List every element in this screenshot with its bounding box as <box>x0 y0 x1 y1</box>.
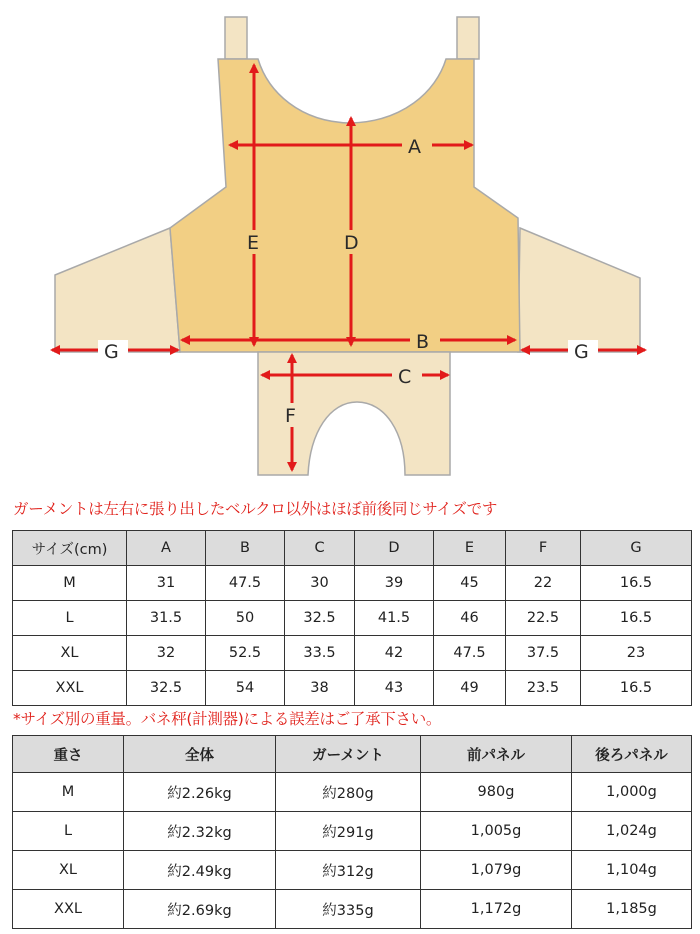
table-row <box>13 566 692 601</box>
table-row <box>13 890 692 929</box>
weight-cell: 約312g <box>276 851 421 890</box>
size-header-b: B <box>206 531 285 566</box>
label-b: B <box>416 331 430 353</box>
weight-header-garment: ガーメント <box>276 736 421 773</box>
weight-cell: 1,000g <box>572 773 692 812</box>
size-cell: 37.5 <box>506 636 581 671</box>
size-cell: 16.5 <box>581 601 692 636</box>
weight-cell: M <box>13 773 124 812</box>
table-row <box>13 601 692 636</box>
weight-cell: 1,104g <box>572 851 692 890</box>
weight-cell: 約335g <box>276 890 421 929</box>
weight-header-front-panel: 前パネル <box>421 736 572 773</box>
weight-cell: XXL <box>13 890 124 929</box>
vest-body <box>170 59 520 352</box>
size-table-header-row <box>13 531 692 566</box>
size-cell: 47.5 <box>434 636 506 671</box>
size-cell: M <box>13 566 127 601</box>
size-header-f: F <box>506 531 581 566</box>
size-cell: 49 <box>434 671 506 706</box>
size-cell: 41.5 <box>355 601 434 636</box>
size-cell: 43 <box>355 671 434 706</box>
label-g-left: G <box>104 341 119 363</box>
weight-cell: 1,079g <box>421 851 572 890</box>
size-cell: L <box>13 601 127 636</box>
weight-note: *サイズ別の重量。バネ秤(計測器)による誤差はご了承下さい。 <box>13 710 442 728</box>
label-f: F <box>285 405 296 427</box>
weight-cell: 約2.26kg <box>124 773 276 812</box>
size-cell: 16.5 <box>581 566 692 601</box>
size-cell: XL <box>13 636 127 671</box>
label-d: D <box>344 232 359 254</box>
size-cell: 23 <box>581 636 692 671</box>
weight-cell: L <box>13 812 124 851</box>
size-cell: 46 <box>434 601 506 636</box>
weight-header-back-panel: 後ろパネル <box>572 736 692 773</box>
size-header-size: サイズ(cm) <box>13 531 127 566</box>
size-table <box>12 530 692 706</box>
weight-cell: 約2.49kg <box>124 851 276 890</box>
weight-header-total: 全体 <box>124 736 276 773</box>
weight-cell: 1,005g <box>421 812 572 851</box>
weight-cell: XL <box>13 851 124 890</box>
table-row <box>13 773 692 812</box>
size-cell: 30 <box>285 566 355 601</box>
weight-cell: 1,172g <box>421 890 572 929</box>
table-row <box>13 851 692 890</box>
size-header-e: E <box>434 531 506 566</box>
label-e: E <box>247 232 260 254</box>
size-cell: 38 <box>285 671 355 706</box>
weight-cell: 約2.69kg <box>124 890 276 929</box>
size-cell: 54 <box>206 671 285 706</box>
size-cell: 22.5 <box>506 601 581 636</box>
size-cell: 23.5 <box>506 671 581 706</box>
size-cell: 31.5 <box>127 601 206 636</box>
left-shoulder-strap <box>225 17 247 59</box>
size-cell: XXL <box>13 671 127 706</box>
size-cell: 32 <box>127 636 206 671</box>
table-row <box>13 636 692 671</box>
weight-cell: 約2.32kg <box>124 812 276 851</box>
table-row <box>13 671 692 706</box>
left-velcro-panel <box>55 228 180 352</box>
table-row <box>13 812 692 851</box>
size-cell: 32.5 <box>127 671 206 706</box>
label-a: A <box>408 136 421 158</box>
size-header-a: A <box>127 531 206 566</box>
size-cell: 16.5 <box>581 671 692 706</box>
size-cell: 50 <box>206 601 285 636</box>
label-g-right: G <box>574 341 589 363</box>
size-header-g: G <box>581 531 692 566</box>
weight-cell: 1,185g <box>572 890 692 929</box>
size-header-c: C <box>285 531 355 566</box>
label-c: C <box>398 366 412 388</box>
weight-cell: 980g <box>421 773 572 812</box>
size-cell: 47.5 <box>206 566 285 601</box>
size-header-d: D <box>355 531 434 566</box>
weight-cell: 1,024g <box>572 812 692 851</box>
size-cell: 31 <box>127 566 206 601</box>
size-cell: 22 <box>506 566 581 601</box>
weight-table-header-row <box>13 736 692 773</box>
weight-cell: 約280g <box>276 773 421 812</box>
right-velcro-panel <box>518 228 640 352</box>
size-cell: 45 <box>434 566 506 601</box>
weight-cell: 約291g <box>276 812 421 851</box>
weight-table <box>12 735 692 929</box>
weight-header-weight: 重さ <box>13 736 124 773</box>
size-cell: 52.5 <box>206 636 285 671</box>
right-shoulder-strap <box>457 17 479 59</box>
size-cell: 32.5 <box>285 601 355 636</box>
size-note: ガーメントは左右に張り出したベルクロ以外はほぼ前後同じサイズです <box>13 500 498 518</box>
size-cell: 42 <box>355 636 434 671</box>
size-cell: 39 <box>355 566 434 601</box>
size-cell: 33.5 <box>285 636 355 671</box>
